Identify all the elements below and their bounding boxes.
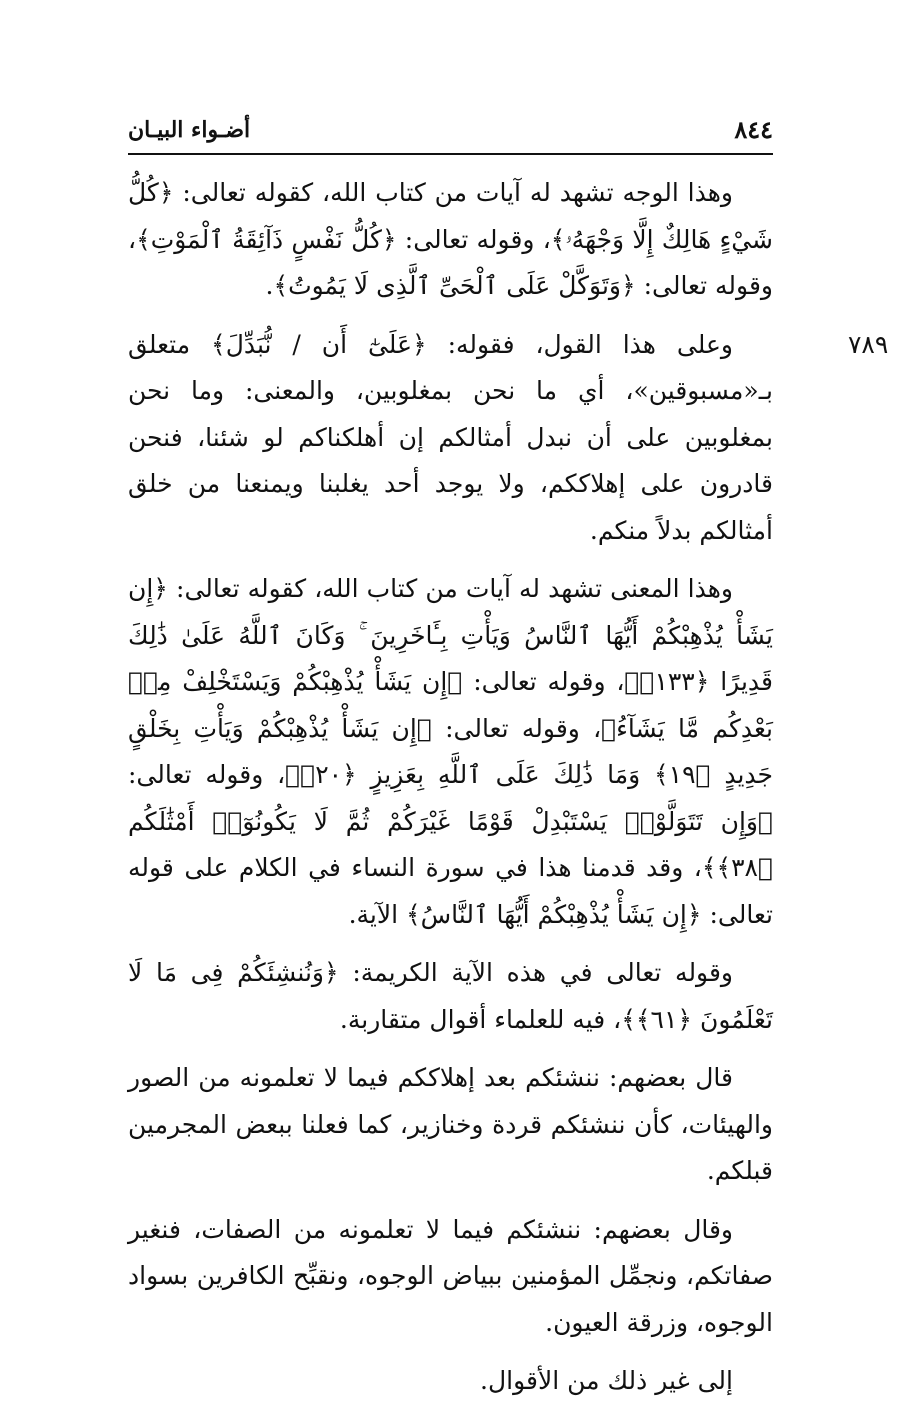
- paragraph-text: إلى غير ذلك من الأقوال.: [480, 1366, 733, 1395]
- paragraph-text: وقوله تعالى في هذه الآية الكريمة: ﴿وَنُنشِئَكُمْ فِى مَا لَا تَعْلَمُونَ ﴿٦١﴾﴾، فيه للعلماء أقوال متقاربة.: [128, 958, 773, 1034]
- page-number: ٨٤٤: [734, 115, 773, 144]
- paragraph: [128, 170, 773, 310]
- paragraph: [128, 1358, 773, 1405]
- paragraph: [128, 1055, 773, 1195]
- paragraph: [128, 322, 889, 555]
- paragraph-text: وقال بعضهم: ننشئكم فيما لا تعلمونه من الصفات، فنغير صفاتكم، ونجمِّل المؤمنين ببياض الوجوه، ونقبِّح الكافرين بسواد الوجوه، وزرقة العيون.: [128, 1214, 773, 1337]
- paragraph-text: وعلى هذا القول، فقوله: ﴿عَلَىٰٓ أَن / نُّبَدِّلَ﴾ متعلق بـ«مسبوقين»، أي ما نحن بمغلوبين، والمعنى: وما نحن بمغلوبين على أن نبدل أمثالكم إن أهلكناكم لو شئنا، فنحن قادرون على إهلاككم، ولا يوجد أحد يغلبنا ويمنعنا من خلق أمثالكم بدلاً منكم.: [128, 329, 773, 545]
- page-body: [128, 170, 889, 1405]
- book-title: أضـواء البيـان: [128, 117, 251, 143]
- paragraph: [128, 950, 773, 1043]
- paragraph-text: وهذا الوجه تشهد له آيات من كتاب الله، كقوله تعالى: ﴿كُلُّ شَيْءٍ هَالِكٌ إِلَّا وَجْهَهُۥ﴾، وقوله تعالى: ﴿كُلُّ نَفْسٍ ذَآئِقَةُ ٱلْمَوْتِ﴾، وقوله تعالى: ﴿وَتَوَكَّلْ عَلَى ٱلْحَىِّ ٱلَّذِى لَا يَمُوتُ﴾.: [128, 178, 774, 300]
- paragraph: [128, 1207, 773, 1347]
- paragraph: [128, 566, 773, 938]
- page-header: [128, 113, 773, 155]
- paragraph-text: وهذا المعنى تشهد له آيات من كتاب الله، كقوله تعالى: ﴿إِن يَشَأْ يُذْهِبْكُمْ أَيُّهَا ٱلنَّاسُ وَيَأْتِ بِـَٔاخَرِينَ ۚ وَكَانَ ٱللَّهُ عَلَىٰ ذَٰلِكَ قَدِيرًا ﴿١٣٣﴾﴾، وقوله تعالى: ﴿إِن يَشَأْ يُذْهِبْكُمْ وَيَسْتَخْلِفْ مِنۢ بَعْدِكُم مَّا يَشَآءُ﴾، وقوله تعالى: ﴿إِن يَشَأْ يُذْهِبْكُمْ وَيَأْتِ بِخَلْقٍ جَدِيدٍ ﴿١٩﴾ وَمَا ذَٰلِكَ عَلَى ٱللَّهِ بِعَزِيزٍ ﴿٢٠﴾﴾، وقوله تعالى: ﴿وَإِن تَتَوَلَّوْا۟ يَسْتَبْدِلْ قَوْمًا غَيْرَكُمْ ثُمَّ لَا يَكُونُوٓا۟ أَمْثَٰلَكُم ﴿٣٨﴾﴾، وقد قدمنا هذا في سورة النساء في الكلام على قوله تعالى: ﴿إِن يَشَأْ يُذْهِبْكُمْ أَيُّهَا ٱلنَّاسُ﴾ الآية.: [128, 574, 774, 929]
- paragraph-text: قال بعضهم: ننشئكم بعد إهلاككم فيما لا تعلمونه من الصور والهيئات، كأن ننشئكم قردة وخنازير، كما فعلنا ببعض المجرمين قبلكم.: [128, 1063, 773, 1185]
- margin-page-reference: ٧٨٩: [848, 329, 889, 359]
